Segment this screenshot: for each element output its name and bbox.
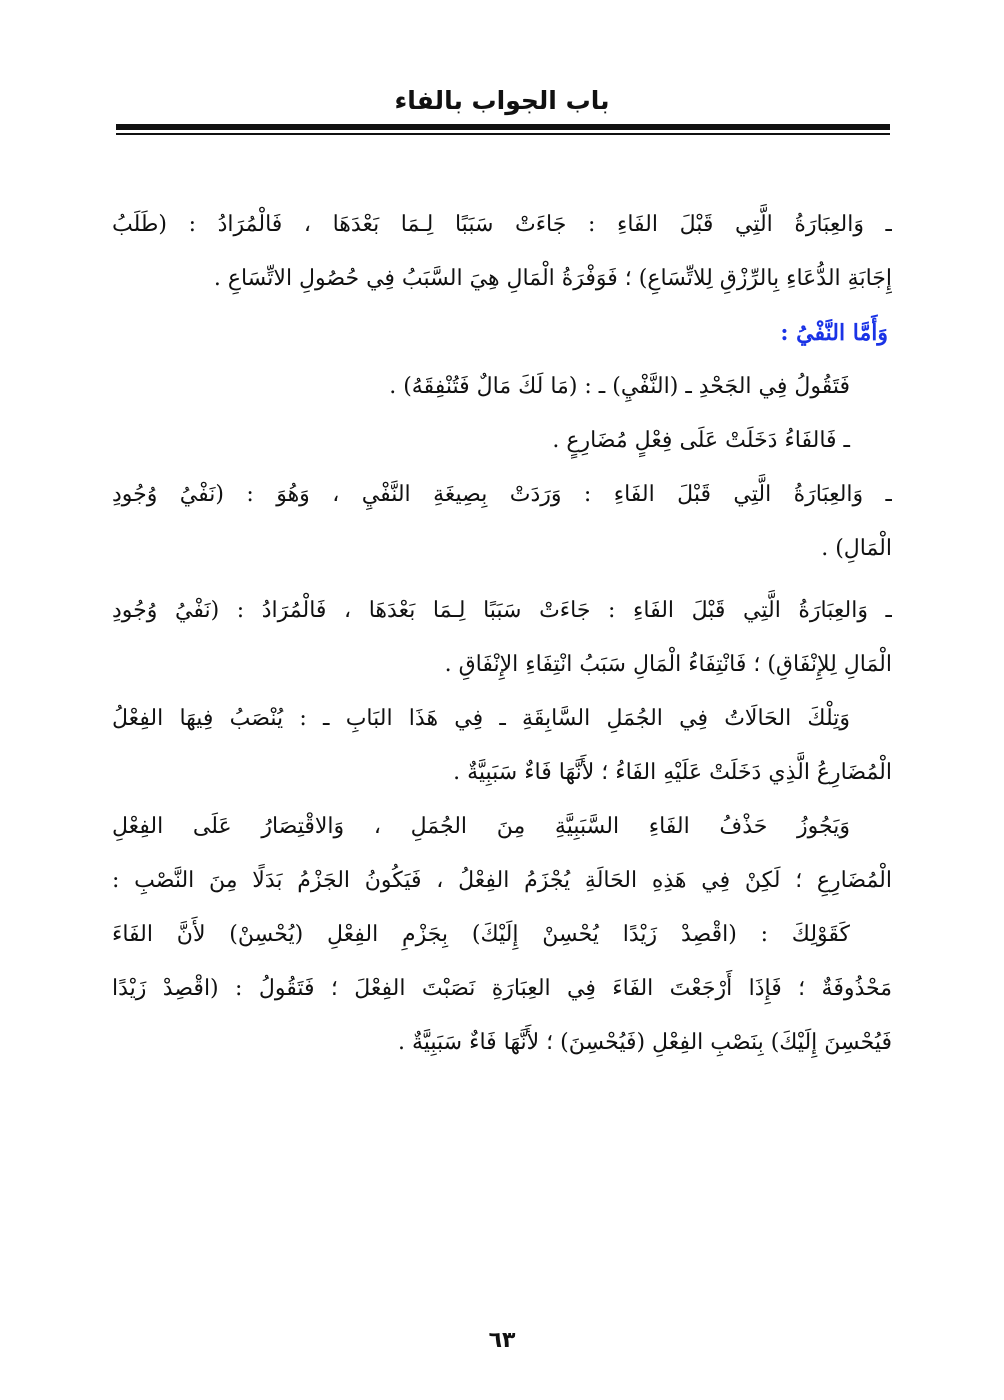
body-line-14: كَقَوْلِكَ : (اقْصِدْ زَيْدًا يُحْسِنْ إِلَيْكَ) بِجَزْمِ الفِعْلِ (يُحْسِنْ) لأَنَّ الفَاءَ [112,922,850,947]
paragraph-gap [112,576,892,584]
body-line-8: ـ وَالعِبَارَةُ الَّتِي قَبْلَ الفَاءِ : جَاءَتْ سَبَبًا لِـمَا بَعْدَهَا ، فَالْمُرَادُ : (نَفْيُ وُجُودِ [112,598,892,623]
body-line-1: ـ وَالعِبَارَةُ الَّتِي قَبْلَ الفَاءِ : جَاءَتْ سَبَبًا لِـمَا بَعْدَهَا ، فَالْمُرَادُ : (طَلَبُ [112,212,892,237]
body-line-5: ـ فَالفَاءُ دَخَلَتْ عَلَى فِعْلٍ مُضَارِعٍ . [552,428,850,453]
body-line-15: مَحْذُوفَةٌ ؛ فَإِذَا أَرْجَعْتَ الفَاءَ فِي العِبَارَةِ نَصَبْتَ الفِعْلَ ؛ فَتَقُولُ : (اقْصِدْ زَيْدًا [112,976,892,1001]
page-header-title: باب الجواب بالفاء [394,86,610,115]
header-rule-thick [116,124,890,130]
body-line-7: الْمَالِ) . [821,536,892,561]
body-line-10: وَتِلْكَ الحَالَاتُ فِي الجُمَلِ السَّابِقَةِ ـ فِي هَذَا البَابِ ـ : يُنْصَبُ فِيهَا الفِعْلُ [112,706,850,731]
header-rule-thin [116,133,890,135]
body-line-12: وَيَجُوزُ حَذْفُ الفَاءِ السَّبَبِيَّةِ مِنَ الجُمَلِ ، وَالاقْتِصَارُ عَلَى الفِعْلِ [112,814,850,839]
body-line-4: فَتَقُولُ فِي الجَحْدِ ـ (النَّفْيِ) ـ : (مَا لَكَ مَالٌ فَتُنْفِقَهُ) . [389,374,850,399]
subheading-negation: وَأَمَّا النَّفْيُ : [780,320,888,346]
body-line-13: الْمُضَارِعِ ؛ لَكِنْ فِي هَذِهِ الحَالَةِ يُجْزَمُ الفِعْلُ ، فَيَكُونُ الجَزْمُ بَدَلًا مِنَ النَّصْبِ : [112,868,892,893]
page-body [112,198,892,1070]
body-line-9: الْمَالِ لِلإِنْفَاقِ) ؛ فَانْتِفَاءُ الْمَالِ سَبَبُ انْتِفَاءِ الإِنْفَاقِ . [444,652,892,677]
body-line-11: الْمُضَارِعُ الَّذِي دَخَلَتْ عَلَيْهِ الفَاءُ ؛ لأَنَّهَا فَاءٌ سَبَبِيَّةٌ . [453,760,892,785]
body-line-16: فَيُحْسِنَ إِلَيْكَ) بِنَصْبِ الفِعْلِ (فَيُحْسِنَ) ؛ لأَنَّهَا فَاءٌ سَبَبِيَّةٌ . [397,1030,892,1055]
body-line-2: إِجَابَةِ الدُّعَاءِ بِالرِّزْقِ لِلاتِّسَاعِ) ؛ فَوَفْرَةُ الْمَالِ هِيَ السَّبَبُ فِي حُصُولِ الاتِّسَاعِ . [213,266,892,291]
page-number: ٦٣ [488,1328,516,1353]
body-line-6: ـ وَالعِبَارَةُ الَّتِي قَبْلَ الفَاءِ : وَرَدَتْ بِصِيغَةِ النَّفْيِ ، وَهُوَ : (نَفْيُ وُجُودِ [112,482,892,507]
